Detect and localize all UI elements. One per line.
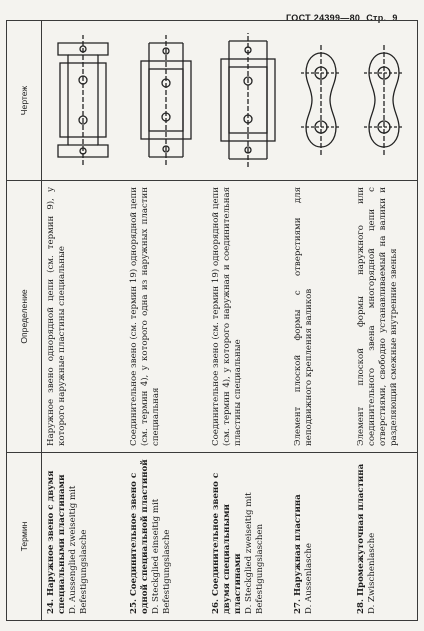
term-title: 25. Соединительное звено с одной специальной пластиной [128,459,150,614]
terms-table [6,20,418,621]
term-title: 24. Наружное звено с двумя специальными пластинами [46,470,67,614]
term-german: D. Zwischenlasche [366,532,377,614]
column-header-definition: Определение [7,181,42,453]
intermediate-plate-drawing [361,26,407,176]
drawing-cell [289,21,351,181]
rotated-table-wrapper [6,21,418,621]
standard-number: ГОСТ 24399—80 [286,13,361,23]
outer-link-two-special-plates-drawing [52,26,114,176]
term-title: 28. Промежуточная пластина [355,463,366,614]
term-cell [42,453,125,621]
drawing-cell [42,21,125,181]
page-label: Стр. [366,13,387,23]
definition-cell: Соединительное звено (см. термин 19) однорядной цепи (см. термин 4), у которого одна из наружных пластин специальная [125,181,207,453]
table-row [207,21,289,621]
table-header-row [7,21,42,621]
definition-cell: Наружное звено однорядной цепи (см. термин 9), у которого наружные пластины специальные [42,181,125,453]
definition-cell: Соединительное звено (см. термин 19) однорядной цепи (см. термин 4), у которого наружная и соединительная пластины специальные [207,181,289,453]
term-german: D. Steckglied zweiseitig mit Befestigungslaschen [244,492,265,614]
term-cell [289,453,351,621]
table-row [42,21,125,621]
definition-cell: Элемент плоской формы с отверстиями для неподвижного крепления валиков [289,181,351,453]
term-cell [125,453,207,621]
term-title: 27. Наружная пластина [293,494,304,614]
term-cell [207,453,289,621]
drawing-cell [125,21,207,181]
term-cell [352,453,418,621]
definition-cell: Элемент плоской формы наружного или соединительного звена многорядной цепи с отверстиями, свободно устанавливаемый на валики и разделяющий смежные внутренние звенья [352,181,418,453]
connecting-link-one-special-plate-drawing [135,26,197,176]
column-header-term: Термин [7,453,42,621]
term-title: 26. Соединительное звено с двумя специальными пластинами [211,472,243,614]
table-row [352,21,418,621]
page-number: 9 [392,13,398,23]
drawing-cell [207,21,289,181]
connecting-link-two-special-plates-drawing [217,26,279,176]
term-german: D. Aussenlasche [304,543,315,614]
table-row [125,21,207,621]
term-german: D. Steckglied einseitig mit Befestigungslasche [150,498,172,614]
table-row [289,21,351,621]
term-german: D. Aussenglied zweiseitig mit Befestigungslasche [68,485,89,614]
outer-plate-drawing [298,26,344,176]
drawing-cell [352,21,418,181]
column-header-drawing: Чертеж [7,21,42,181]
